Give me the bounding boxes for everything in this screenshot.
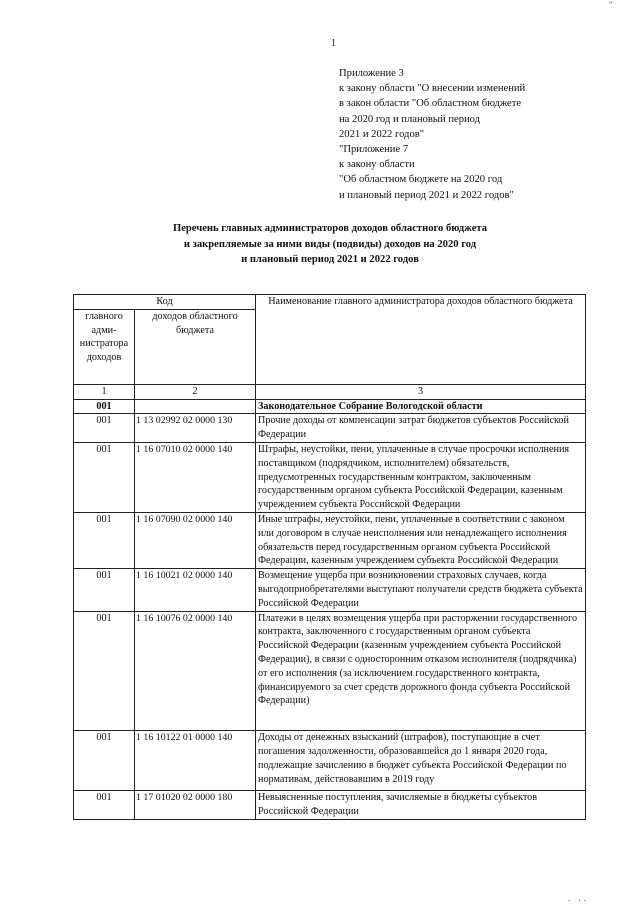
income-code: 1 17 01020 02 0000 180 xyxy=(135,791,256,820)
column-number-row xyxy=(74,384,586,399)
table-row xyxy=(74,731,586,791)
income-code: 1 16 10021 02 0000 140 xyxy=(135,569,256,611)
income-code: 1 16 10076 02 0000 140 xyxy=(135,611,256,731)
annex-line: "Приложение 7 xyxy=(339,143,409,155)
group-income-code xyxy=(135,399,256,414)
col-num: 1 xyxy=(74,384,135,399)
group-name: Законодательное Собрание Вологодской области xyxy=(256,399,586,414)
income-code: 1 16 07010 02 0000 140 xyxy=(135,442,256,512)
income-name: Платежи в целях возмещения ущерба при расторжении государственного контракта, заключенного с государственным органом субъекта Российской Федерации (казенным учреждением субъекта Российской Федерации), в связи с односторонним отказом исполнителя (подрядчика) от его исполнения (за исключением государственного контракта, финансируемого за счет средств дорожного фонда субъекта Российской Федерации) xyxy=(256,611,586,731)
administrators-table xyxy=(73,294,586,820)
document-title xyxy=(60,221,600,268)
title-line: и плановый период 2021 и 2022 годов xyxy=(241,254,419,265)
annex-line: в закон области "Об областном бюджете xyxy=(339,98,522,110)
admin-code: 001 xyxy=(74,569,135,611)
table-row xyxy=(74,512,586,568)
income-code: 1 16 10122 01 0000 140 xyxy=(135,731,256,791)
group-row xyxy=(74,399,586,414)
annex-line: на 2020 год и плановый период xyxy=(339,113,481,125)
footer-mark: . .. xyxy=(568,893,589,903)
income-name: Прочие доходы от компенсации затрат бюджетов субъектов Российской Федерации xyxy=(256,414,586,443)
title-line: и закрепляемые за ними виды (подвиды) доходов на 2020 год xyxy=(183,238,477,250)
admin-code: 001 xyxy=(74,442,135,512)
annex-line: Приложение 3 xyxy=(339,68,404,79)
annex-line: "Об областном бюджете на 2020 год xyxy=(339,174,503,186)
annex-line: и плановый период 2021 и 2022 годов" xyxy=(339,189,514,201)
header-admin: главного адми-нистратора доходов xyxy=(74,309,135,384)
annex-line: к закону области "О внесении изменений xyxy=(339,83,526,95)
table-row xyxy=(74,569,586,611)
admin-code: 001 xyxy=(74,731,135,791)
admin-code: 001 xyxy=(74,512,135,568)
header-income: доходов областного бюджета xyxy=(135,309,256,384)
col-num: 2 xyxy=(135,384,256,399)
corner-mark: " xyxy=(609,0,613,10)
table-row xyxy=(74,791,586,820)
header-name: Наименование главного администратора доходов областного бюджета xyxy=(256,295,586,385)
admin-code: 001 xyxy=(74,611,135,731)
title-line: Перечень главных администраторов доходов областного бюджета xyxy=(172,223,488,234)
income-code: 1 16 07090 02 0000 140 xyxy=(135,512,256,568)
admin-code: 001 xyxy=(74,414,135,443)
income-name: Штрафы, неустойки, пени, уплаченные в случае просрочки исполнения поставщиком (подрядчиком, исполнителем) обязательств, предусмотренных государственным контрактом, заключенным государственным органом субъекта Российской Федерации, казенным учреждением субъекта Российской Федерации xyxy=(256,442,586,512)
income-name: Доходы от денежных взысканий (штрафов), поступающие в счет погашения задолженности, образовавшейся до 1 января 2020 года, подлежащие зачислению в бюджет субъекта Российской Федерации по нормативам, действовавшим в 2019 году xyxy=(256,731,586,791)
header-code: Код xyxy=(74,295,256,310)
table-row xyxy=(74,611,586,731)
group-admin-code: 001 xyxy=(74,399,135,414)
annex-line: к закону области xyxy=(339,159,415,171)
table-row xyxy=(74,442,586,512)
annex-block xyxy=(339,66,525,203)
col-num: 3 xyxy=(256,384,586,399)
income-name: Иные штрафы, неустойки, пени, уплаченные в соответствии с законом или договором в случае неисполнения или ненадлежащего исполнения обязательств перед государственным органом субъекта Российской Федерации, казенным учреждением субъекта Российской Федерации xyxy=(256,512,586,568)
table-header-row xyxy=(74,295,586,310)
income-name: Возмещение ущерба при возникновении страховых случаев, когда выгодоприобретателями выступают получатели средств бюджета субъекта Российской Федерации xyxy=(256,569,586,611)
page-number: 1 xyxy=(331,38,336,49)
annex-line: 2021 и 2022 годов" xyxy=(339,128,425,140)
admin-code: 001 xyxy=(74,791,135,820)
income-code: 1 13 02992 02 0000 130 xyxy=(135,414,256,443)
income-name: Невыясненные поступления, зачисляемые в бюджеты субъектов Российской Федерации xyxy=(256,791,586,820)
table-row xyxy=(74,414,586,443)
